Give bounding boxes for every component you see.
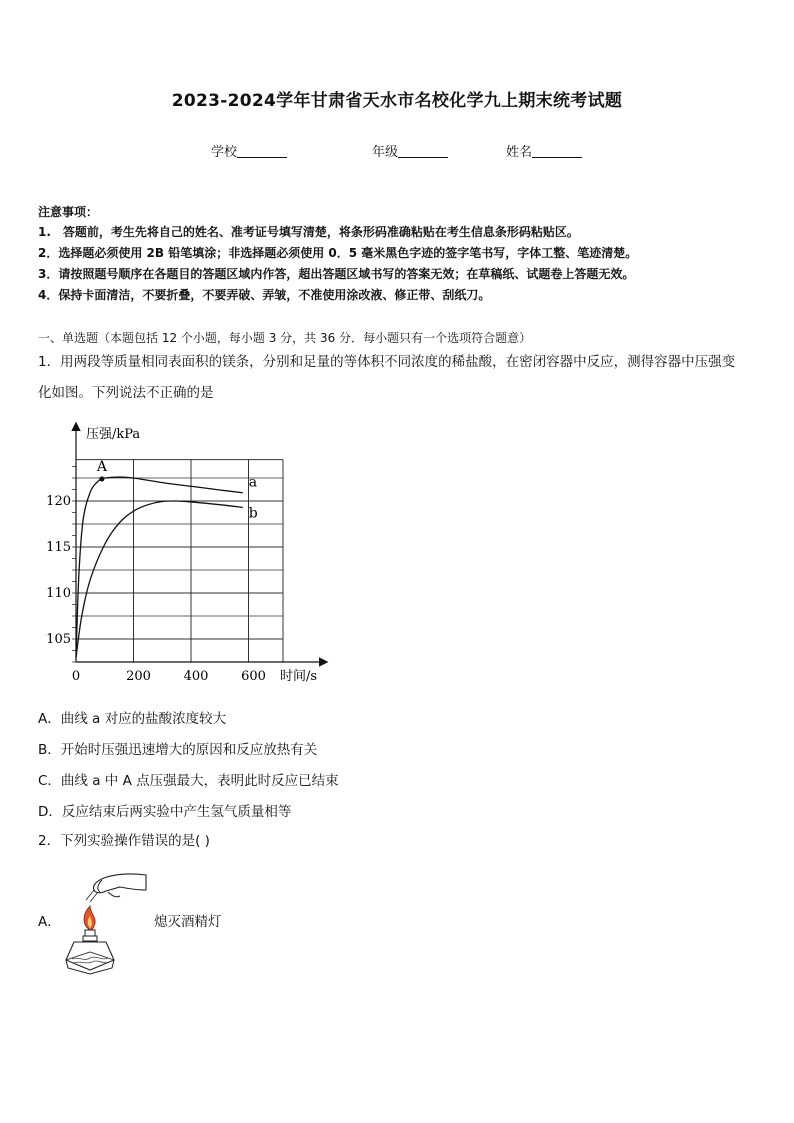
page-title: 2023-2024学年甘肃省天水市名校化学九上期末统考试题 xyxy=(171,91,623,111)
school-field[interactable] xyxy=(211,141,287,160)
point-a-label: A xyxy=(96,458,107,475)
school-blank[interactable] xyxy=(237,144,287,158)
name-label: 姓名 xyxy=(506,145,533,160)
q1-option-c[interactable]: C．曲线 a 中 A 点压强最大，表明此时反应已结束 xyxy=(38,773,339,789)
grade-field[interactable] xyxy=(372,141,448,160)
section-heading: 一、单选题（本题包括 12 个小题，每小题 3 分，共 36 分．每小题只有一个选项符合题意） xyxy=(38,331,532,345)
x-tick-label: 200 xyxy=(126,669,151,684)
name-blank[interactable] xyxy=(532,144,582,158)
question-1-stem-line2: 化如图。下列说法不正确的是 xyxy=(38,385,214,401)
name-field[interactable] xyxy=(506,141,582,160)
x-tick-label: 600 xyxy=(241,669,266,684)
q1-option-b[interactable]: B．开始时压强迅速增大的原因和反应放热有关 xyxy=(38,742,318,758)
q1-option-a[interactable]: A．曲线 a 对应的盐酸浓度较大 xyxy=(38,711,227,727)
y-tick-label: 110 xyxy=(46,586,71,601)
point-a-marker xyxy=(99,476,104,481)
school-label: 学校 xyxy=(211,145,238,160)
series-label-b: b xyxy=(248,505,258,522)
y-axis-label: 压强/kPa xyxy=(86,427,141,442)
x-axis-label: 时间/s xyxy=(280,669,318,684)
note-item: 1. 答题前，考生先将自己的姓名、准考证号填写清楚，将条形码准确粘贴在考生信息条形码粘贴区。 xyxy=(38,225,579,239)
series-label-a: a xyxy=(248,474,258,491)
x-tick-label: 400 xyxy=(183,669,209,684)
alcohol-lamp-blowing-icon xyxy=(60,870,152,975)
note-item: 4．保持卡面清洁，不要折叠，不要弄破、弄皱，不准使用涂改液、修正带、刮纸刀。 xyxy=(38,288,491,302)
q2-option-a-label[interactable]: A． xyxy=(38,914,61,930)
note-item: 3．请按照题号顺序在各题目的答题区域内作答，超出答题区域书写的答案无效；在草稿纸、试题卷上答题无效。 xyxy=(38,267,635,281)
y-tick-label: 105 xyxy=(46,632,71,647)
grade-label: 年级 xyxy=(372,145,399,160)
q1-option-d[interactable]: D．反应结束后两实验中产生氢气质量相等 xyxy=(38,804,292,820)
notes-heading: 注意事项： xyxy=(38,205,99,219)
grade-blank[interactable] xyxy=(398,144,448,158)
y-tick-label: 115 xyxy=(46,540,71,555)
series-line-b xyxy=(76,501,243,657)
pressure-time-chart xyxy=(36,418,336,688)
question-2-stem: 2．下列实验操作错误的是( ) xyxy=(38,833,210,849)
question-1-stem-line1: 1．用两段等质量相同表面积的镁条，分别和足量的等体积不同浓度的稀盐酸，在密闭容器中反应，测得容器中压强变 xyxy=(38,354,736,370)
x-tick-label: 0 xyxy=(71,669,81,684)
note-item: 2．选择题必须使用 2B 铅笔填涂；非选择题必须使用 0．5 毫米黑色字迹的签字笔书写，字体工整、笔迹清楚。 xyxy=(38,246,638,260)
q2-option-a-text[interactable]: 熄灭酒精灯 xyxy=(154,914,222,930)
y-tick-label: 120 xyxy=(46,494,71,509)
